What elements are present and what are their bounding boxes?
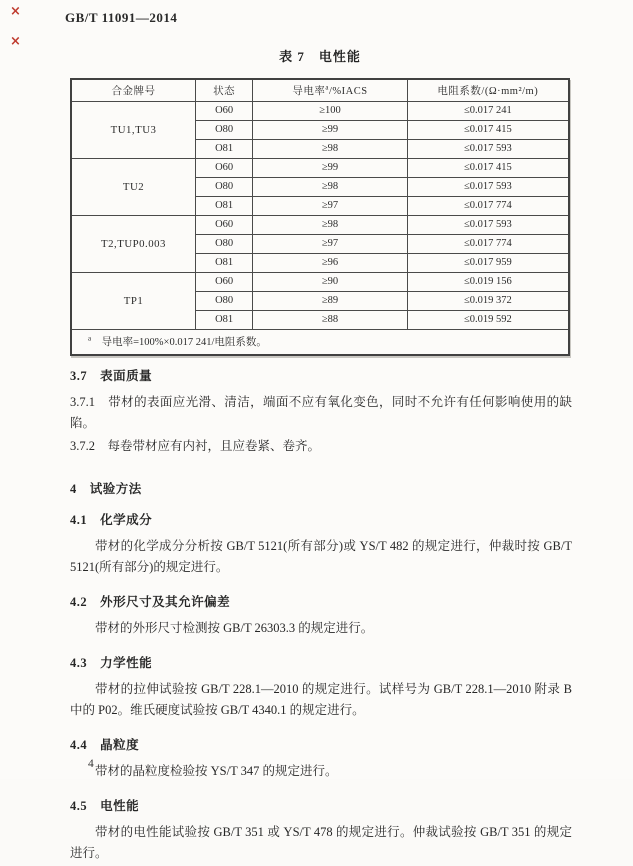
state-cell: O60 xyxy=(196,215,253,234)
page-number: 4 xyxy=(88,758,94,770)
resistivity-cell: ≤0.017 593 xyxy=(407,177,569,196)
table-header-row xyxy=(71,79,569,101)
footnote-row xyxy=(71,329,569,355)
conductivity-cell: ≥97 xyxy=(253,196,407,215)
section-heading: 3.7 表面质量 xyxy=(70,369,153,383)
paragraph: 带材的拉伸试验按 GB/T 228.1—2010 的规定进行。试样号为 GB/T 228.1—2010 附录 B 中的 P02。维氏硬度试验按 GB/T 4340.1 的规定进行。 xyxy=(70,682,572,717)
table-header xyxy=(71,79,569,101)
alloy-grade-cell: TP1 xyxy=(71,272,196,329)
conductivity-cell: ≥98 xyxy=(253,177,407,196)
conductivity-cell: ≥96 xyxy=(253,253,407,272)
resistivity-cell: ≤0.017 415 xyxy=(407,120,569,139)
paragraph: 带材的化学成分分析按 GB/T 5121(所有部分)或 YS/T 482 的规定进行，仲裁时按 GB/T 5121(所有部分)的规定进行。 xyxy=(70,539,572,574)
content xyxy=(70,366,572,866)
conductivity-unit: /%IACS xyxy=(328,85,368,97)
paragraph: 3.7.2 每卷带材应有内衬，且应卷紧、卷齐。 xyxy=(70,439,321,453)
table-footer xyxy=(71,329,569,355)
conductivity-cell: ≥99 xyxy=(253,158,407,177)
section-heading: 4 试验方法 xyxy=(70,482,142,496)
table-footnote xyxy=(71,329,569,355)
section-heading: 4.5 电性能 xyxy=(70,799,140,813)
conductivity-cell: ≥98 xyxy=(253,215,407,234)
doc-code: GB/T 11091—2014 xyxy=(65,10,178,25)
conductivity-cell: ≥90 xyxy=(253,272,407,291)
resistivity-cell: ≤0.019 372 xyxy=(407,291,569,310)
paragraph: 带材的外形尺寸检测按 GB/T 26303.3 的规定进行。 xyxy=(95,621,374,635)
table-row xyxy=(71,158,569,177)
state-cell: O81 xyxy=(196,139,253,158)
alloy-grade-cell: T2,TUP0.003 xyxy=(71,215,196,272)
state-cell: O80 xyxy=(196,120,253,139)
resistivity-cell: ≤0.017 415 xyxy=(407,158,569,177)
resistivity-cell: ≤0.019 156 xyxy=(407,272,569,291)
resistivity-cell: ≤0.017 593 xyxy=(407,139,569,158)
paragraph: 带材的晶粒度检验按 YS/T 347 的规定进行。 xyxy=(95,764,338,778)
paragraph: 带材的电性能试验按 GB/T 351 或 YS/T 478 的规定进行。仲裁试验按 GB/T 351 的规定进行。 xyxy=(70,825,572,860)
conductivity-cell: ≥89 xyxy=(253,291,407,310)
state-cell: O80 xyxy=(196,177,253,196)
state-cell: O60 xyxy=(196,272,253,291)
conductivity-cell: ≥88 xyxy=(253,310,407,329)
red-annotation-mark: × xyxy=(10,34,21,49)
red-annotation-mark: × xyxy=(10,4,21,19)
col-header-alloy: 合金牌号 xyxy=(71,79,196,101)
alloy-grade-cell: TU1,TU3 xyxy=(71,101,196,158)
conductivity-cell: ≥100 xyxy=(253,101,407,120)
section-heading: 4.1 化学成分 xyxy=(70,513,153,527)
table-row xyxy=(71,101,569,120)
resistivity-cell: ≤0.019 592 xyxy=(407,310,569,329)
conductivity-cell: ≥98 xyxy=(253,139,407,158)
resistivity-cell: ≤0.017 774 xyxy=(407,196,569,215)
footnote-ref-a: a xyxy=(325,83,329,92)
col-header-resistivity: 电阻系数/(Ω·mm²/m) xyxy=(407,79,569,101)
conductivity-label: 导电率 xyxy=(292,85,326,97)
table-row xyxy=(71,215,569,234)
state-cell: O81 xyxy=(196,196,253,215)
state-cell: O81 xyxy=(196,310,253,329)
resistivity-cell: ≤0.017 774 xyxy=(407,234,569,253)
footnote-text: 导电率=100%×0.017 241/电阻系数。 xyxy=(91,337,267,349)
table-area xyxy=(70,46,570,356)
state-cell: O80 xyxy=(196,291,253,310)
electrical-properties-table xyxy=(70,78,570,356)
table-title: 表 7 电性能 xyxy=(279,49,361,64)
resistivity-cell: ≤0.017 593 xyxy=(407,215,569,234)
resistivity-cell: ≤0.017 241 xyxy=(407,101,569,120)
section-heading: 4.3 力学性能 xyxy=(70,656,153,670)
resistivity-cell: ≤0.017 959 xyxy=(407,253,569,272)
section-heading: 4.4 晶粒度 xyxy=(70,738,140,752)
col-header-state: 状态 xyxy=(196,79,253,101)
state-cell: O80 xyxy=(196,234,253,253)
state-cell: O60 xyxy=(196,158,253,177)
conductivity-cell: ≥99 xyxy=(253,120,407,139)
section-heading: 4.2 外形尺寸及其允许偏差 xyxy=(70,595,231,609)
paragraph: 3.7.1 带材的表面应光滑、清洁，端面不应有氧化变色，同时不允许有任何影响使用的缺陷。 xyxy=(70,395,572,430)
state-cell: O81 xyxy=(196,253,253,272)
conductivity-cell: ≥97 xyxy=(253,234,407,253)
footnote-marker-a: a xyxy=(88,334,92,343)
table-body xyxy=(71,101,569,329)
table-row xyxy=(71,272,569,291)
alloy-grade-cell: TU2 xyxy=(71,158,196,215)
col-header-conductivity xyxy=(253,79,407,101)
state-cell: O60 xyxy=(196,101,253,120)
